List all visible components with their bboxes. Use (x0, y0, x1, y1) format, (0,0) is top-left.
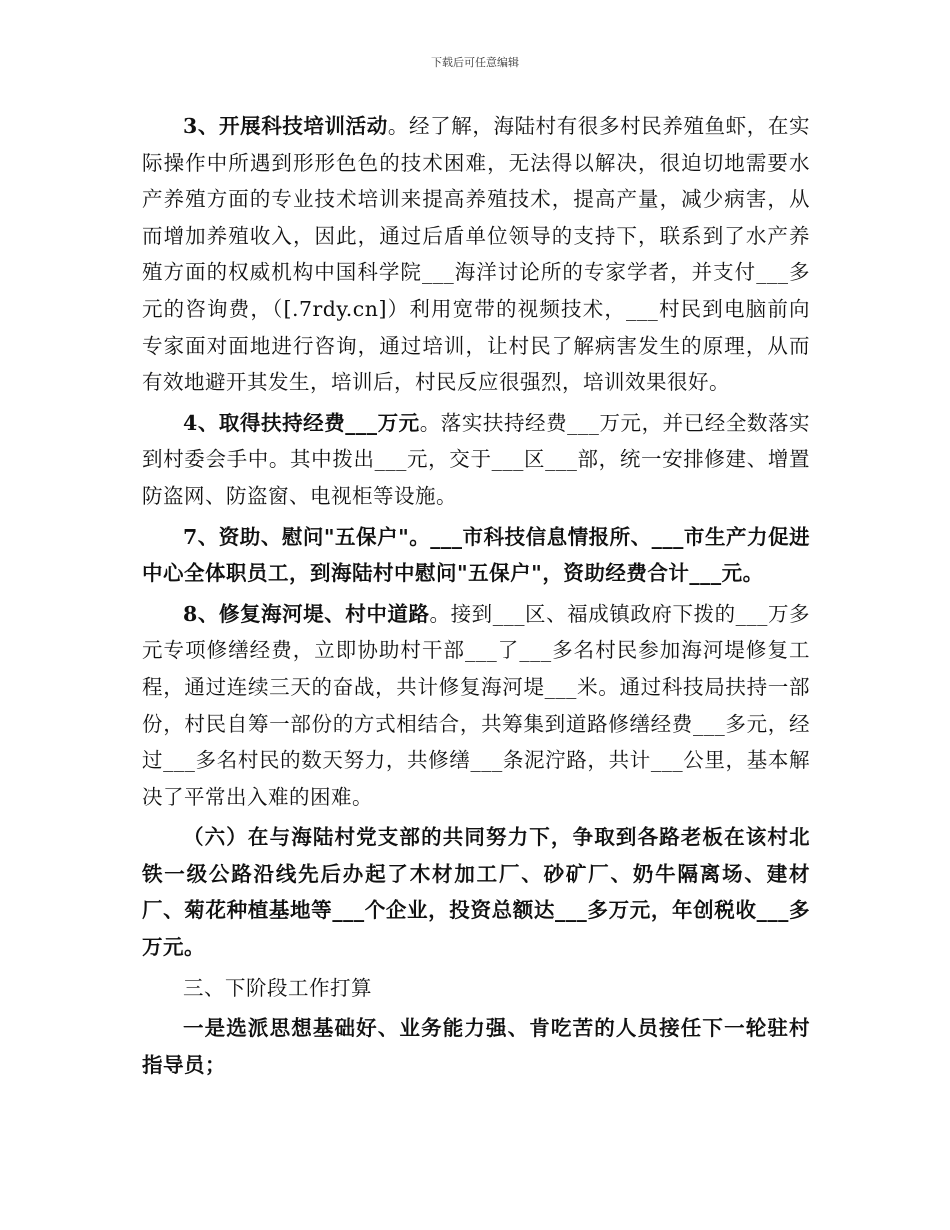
plan-item-1: 一是选派思想基础好、业务能力强、肯吃苦的人员接任下一轮驻村指导员； (142, 1016, 810, 1077)
paragraph-title: 3、开展科技培训活动 (183, 114, 388, 138)
page-header: 下载后可任意编辑 (431, 56, 519, 69)
document-body (142, 108, 810, 1083)
paragraph-item-7: 7、资助、慰问"五保户"。___市科技信息情报所、___市生产力促进中心全体职员工，到海陆村中慰问"五保户"，资助经费合计___元。 (142, 524, 810, 586)
paragraph-text: 。落实扶持经费___万元，并已经全数落实到村委会手中。其中拨出___元，交于___区___部，统一安排修建、增置防盗网、防盗窗、电视柜等设施。 (142, 410, 811, 508)
paragraph-title: 8、修复海河堤、村中道路 (183, 601, 430, 626)
paragraph-item-3 (142, 108, 810, 401)
paragraph-item-6: （六）在与海陆村党支部的共同努力下，争取到各路老板在该村北铁一级公路沿线先后办起了木材加工厂、砂矿厂、奶牛隔离场、建材厂、菊花种植基地等___个企业，投资总额达___多万元，年创税收___多万元。 (142, 825, 810, 960)
paragraph-item-8 (142, 596, 810, 816)
paragraph-text: 。经了解，海陆村有很多村民养殖鱼虾，在实际操作中所遇到形形色色的技术困难，无法得以解决，很迫切地需要水产养殖方面的专业技术培训来提高养殖技术，提高产量，减少病害，从而增加养殖收入，因此，通过后盾单位领导的支持下，联系到了水产养殖方面的权威机构中国科学院___海洋讨论所的专家学者，并支付___多元的咨询费，（[.7rdy.cn]）利用宽带的视频技术，___村民到电脑前向专家面对面地进行咨询，通过培训，让村民了解病害发生的原理，从而有效地避开其发生，培训后，村民反应很强烈，培训效果很好。 (142, 114, 811, 395)
paragraph-title: 4、取得扶持经费___万元 (183, 410, 420, 435)
paragraph-text: 。接到___区、福成镇政府下拨的___万多元专项修缮经费，立即协助村干部___了___多名村民参加海河堤修复工程，通过连续三天的奋战，共计修复海河堤___米。通过科技局扶持一部份，村民自筹一部份的方式相结合，共筹集到道路修缮经费___多元，经过___多名村民的数天努力，共修缮___条泥泞路，共计___公里，基本解决了平常出入难的困难。 (142, 601, 811, 809)
paragraph-item-4 (142, 405, 810, 515)
section-heading: 三、下阶段工作打算 (183, 975, 372, 1000)
